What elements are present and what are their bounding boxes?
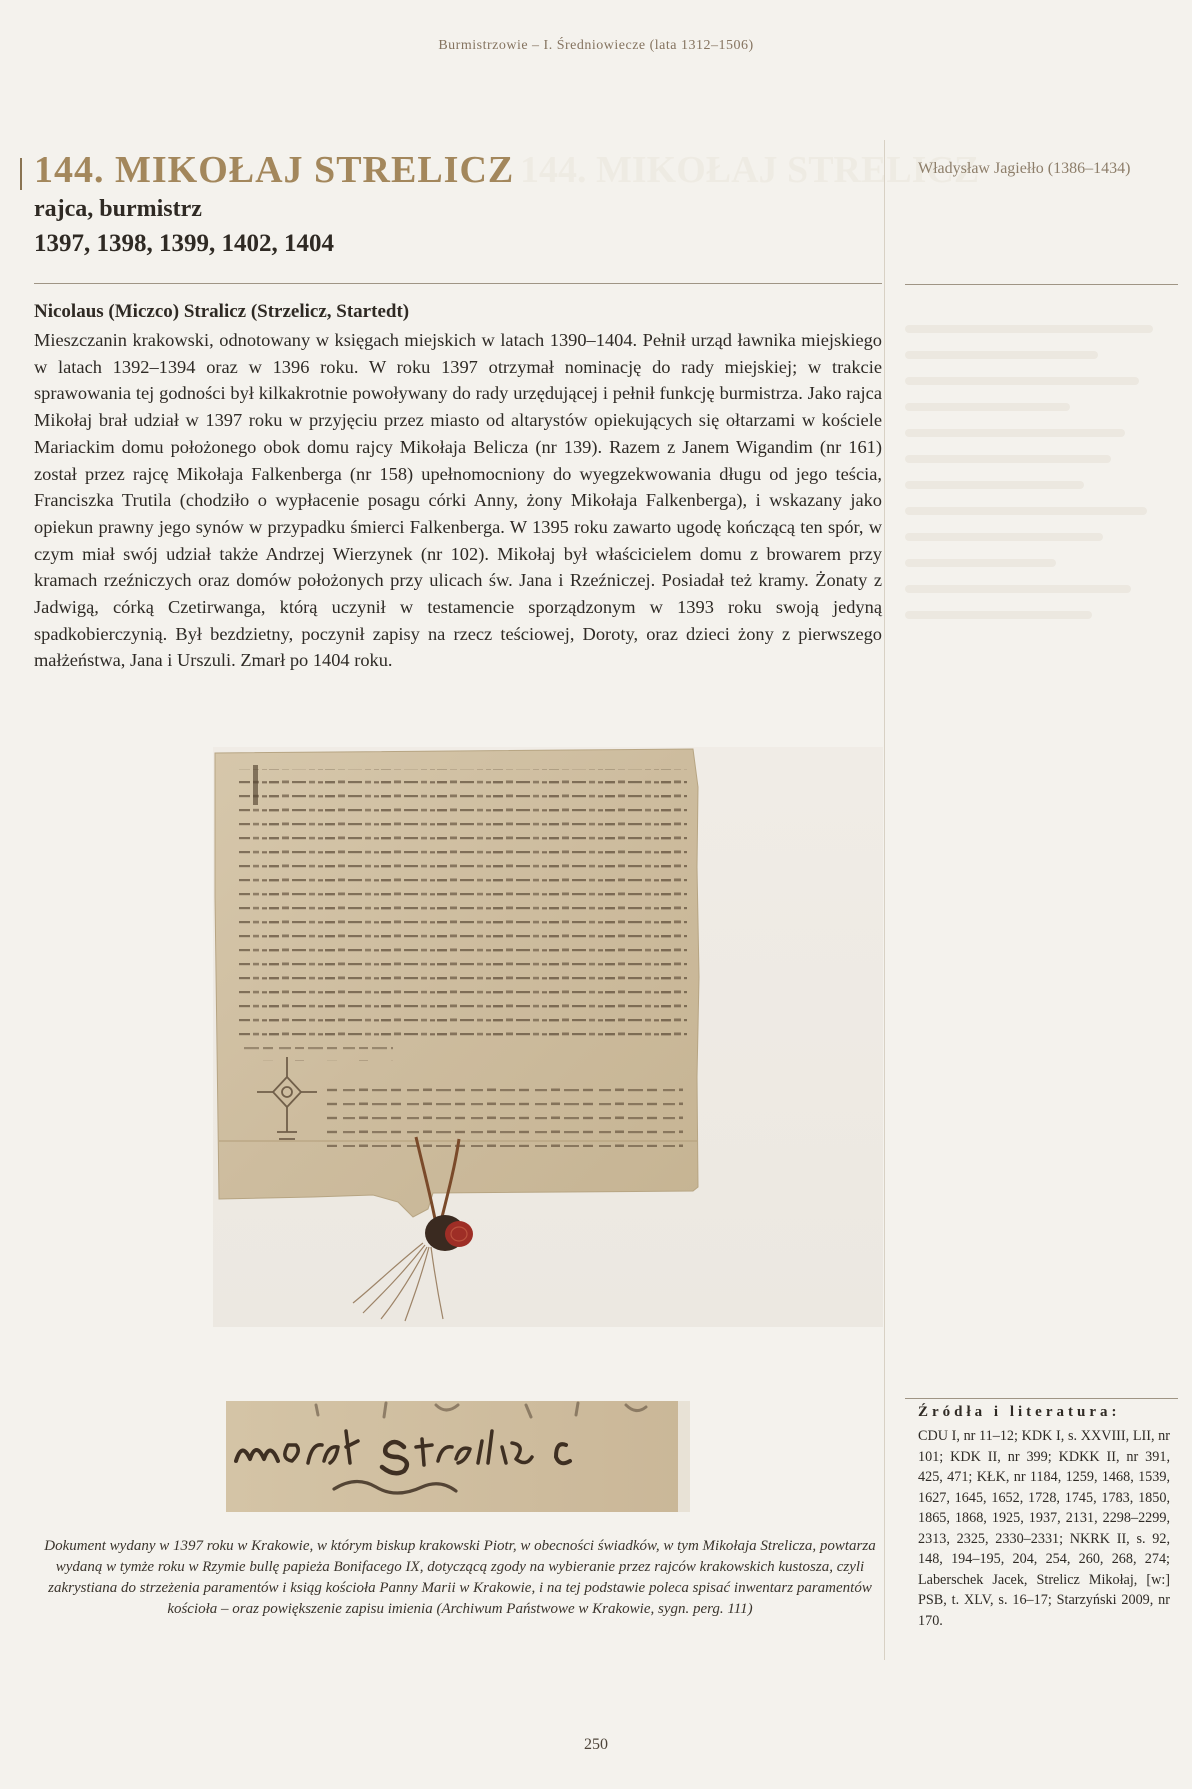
running-head: Burmistrzowie – I. Średniowiecze (lata 1312–1506) — [438, 38, 754, 53]
page-number: 250 — [584, 1736, 608, 1753]
column-divider — [884, 140, 885, 1660]
signature-detail-photo — [226, 1401, 690, 1512]
show-through-title: 144. MIKOŁAJ STRELICZ — [520, 149, 980, 191]
reign-label: Władysław Jagiełło (1386–1434) — [918, 160, 1131, 177]
sources-rule — [905, 1398, 1178, 1399]
entry-years: 1397, 1398, 1399, 1402, 1404 — [34, 230, 334, 257]
parchment-illustration — [213, 747, 883, 1327]
title-rule — [34, 283, 882, 284]
sources-text: CDU I, nr 11–12; KDK I, s. XXVIII, LII, nr 101; KDK II, nr 399; KDKK II, nr 391, 425, 471; KŁK, nr 1184, 1259, 1468, 1539, 1627, 1645, 1652, 1728, 1745, 1783, 1850, 1865, 1868, 1925, 1937, 2131, 2298–2299, 2313, 2325, 2330–2331; NKRK II, s. 92, 148, 194–195, 204, 254, 260, 268, 274; Laberschek Jacek, Strelicz Mikołaj, [w:] PSB, t. XLV, s. 16–17; Starzyński 2009, nr 170. — [918, 1428, 1170, 1629]
sidebar-rule — [905, 284, 1178, 285]
biography: Mieszczanin krakowski, odnotowany w księgach miejskich w latach 1390–1404. Pełnił urząd ławnika miejskiego w latach 1392–1394 oraz w 1396 roku. W roku 1397 otrzymał nominację do rady miejskiej; w trakcie sprawowania tej godności był kilkakrotnie powoływany do rady urzędującej i pełnił funkcję burmistrza. Jako rajca Mikołaj brał udział w 1397 roku w przyjęciu przez miasto od altarystów opiekujących się ołtarzami w kościele Mariackim domu położonego obok domu rajcy Mikołaja Belicza (nr 139). Razem z Janem Wigandim (nr 161) został przez rajcę Mikołaja Falkenberga (nr 158) upełnomocniony do wyegzekwowania długu od jego teścia, Franciszka Trutila (chodziło o wypłacenie posagu córki Anny, żony Mikołaja Falkenberga), i wskazany jako opiekun prawny jego synów w przypadku śmierci Falkenberga. W 1395 roku zawarto ugodę kończącą ten spór, w czym miał swój udział także Andrzej Wierzynek (nr 102). Mikołaj był właścicielem domu z browarem przy kramach rzeźniczych oraz domów położonych przy ulicach św. Jana i Rzeźniczej. Posiadał też kramy. Żonaty z Jadwigą, córką Czetirwanga, którą uczynił w testamencie sporządzonym w 1393 roku swoją jedyną spadkobierczynią. Był bezdzietny, poczynił zapisy na rzecz teściowej, Doroty, oraz dzieci żony z pierwszego małżeństwa, Jana i Urszuli. Zmarł po 1404 roku. — [34, 330, 882, 671]
wax-seal — [425, 1215, 473, 1251]
name-variants: Nicolaus (Miczco) Stralicz (Strzelicz, Startedt) — [34, 301, 410, 322]
title-marker — [20, 158, 22, 190]
entry-title: 144. MIKOŁAJ STRELICZ — [34, 149, 515, 191]
entry-offices: rajca, burmistrz — [34, 196, 202, 222]
charter-photo — [213, 747, 883, 1327]
figure-caption: Dokument wydany w 1397 roku w Krakowie, w którym biskup krakowski Piotr, w obecności świadków, w tym Mikołaja Strelicza, powtarza wydaną w tymże roku w Rzymie bullę papieża Bonifacego IX, dotyczącą zgody na wybieranie przez rajców krakowskich kustosza, czyli zakrystiana do strzeżenia paramentów i ksiąg kościoła Panny Marii w Krakowie, i na tej podstawie poleca spisać inwentarz paramentów kościoła – oraz powiększenie zapisu imienia (Archiwum Państwowe w Krakowie, sygn. perg. 111) — [44, 1538, 876, 1617]
sources-heading: Źródła i literatura: — [918, 1404, 1121, 1420]
signature-illustration — [226, 1401, 690, 1512]
show-through-lines — [905, 325, 1180, 637]
